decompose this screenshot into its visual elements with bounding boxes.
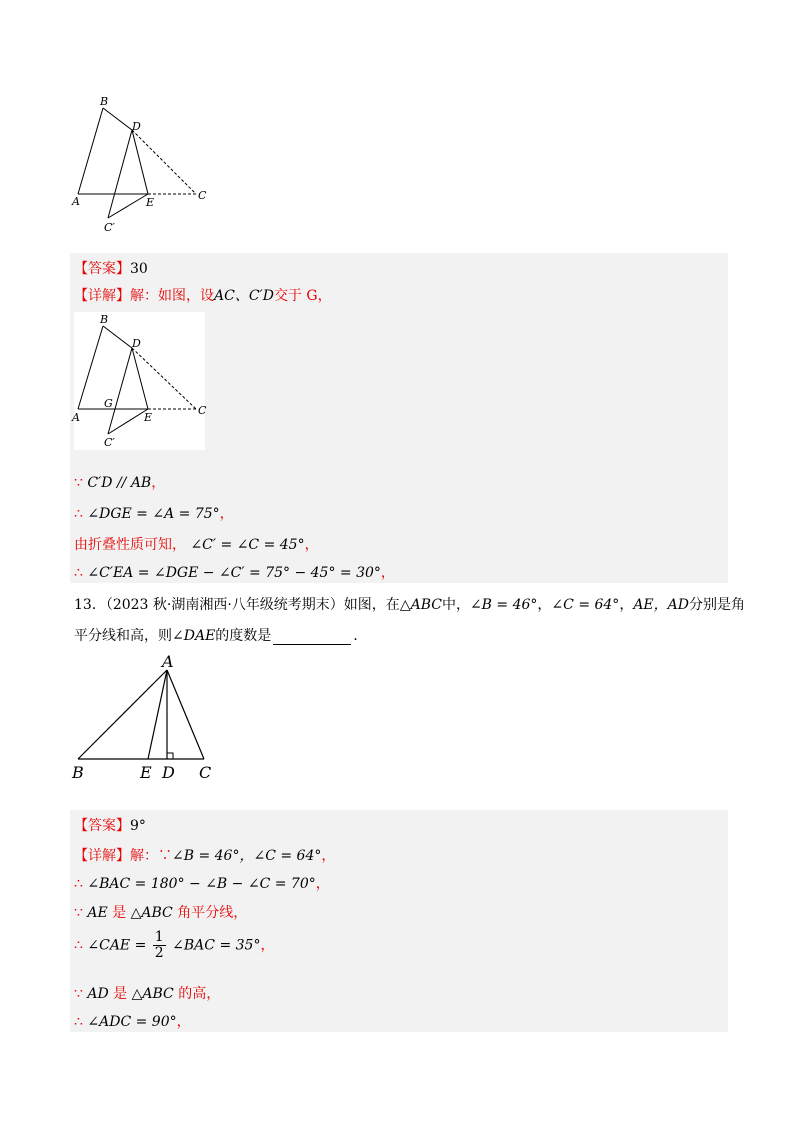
answer-tag: 【答案】 xyxy=(74,261,130,277)
detail-line-1 xyxy=(74,285,332,305)
detail-intro: 解：如图，设 xyxy=(130,288,214,304)
question-text: 中， xyxy=(441,597,470,613)
question-text: 的度数是 xyxy=(215,628,272,644)
step2-1 xyxy=(74,873,330,893)
step2-2 xyxy=(74,902,247,922)
step-math: C′D // AB xyxy=(87,475,152,491)
step-math: ∠DGE = ∠A = 75° xyxy=(87,506,220,522)
segment-ad: AD xyxy=(87,986,109,1002)
step-tail: 角平分线， xyxy=(177,905,248,921)
question-text: ， xyxy=(537,597,552,613)
detail-tag: 【详解】 xyxy=(74,288,130,304)
question-text: ， xyxy=(619,597,634,613)
therefore-symbol: ∴ xyxy=(74,937,83,954)
label-A: A xyxy=(72,195,80,208)
figure-fold-triangle-with-g xyxy=(68,312,218,452)
step-lhs: ∠CAE = xyxy=(87,937,147,954)
label-E: E xyxy=(140,763,152,782)
question-source: （2023 秋·湖南湘西·八年级统考期末）如图，在 xyxy=(105,597,400,613)
triangle-abc: △ABC xyxy=(131,986,174,1002)
triangle-abc: △ABC xyxy=(399,597,442,613)
label-D: D xyxy=(132,337,141,350)
label-C-prime: C′ xyxy=(104,221,115,234)
step-rhs: ∠BAC = 35° xyxy=(172,937,261,954)
step-prefix: 由折叠性质可知， xyxy=(74,537,186,553)
question-text: . xyxy=(353,628,358,644)
question-13-line-2 xyxy=(74,625,358,645)
fraction-denominator: 2 xyxy=(154,945,164,961)
step-math: ∠C′ = ∠C = 45° xyxy=(190,537,305,553)
answer-blank[interactable] xyxy=(273,630,351,645)
label-C: C xyxy=(199,763,212,782)
answer-value: 30 xyxy=(130,261,148,277)
answer-tag: 【答案】 xyxy=(74,818,130,834)
figure-fold-triangle xyxy=(68,90,218,240)
step-math: ∠ADC = 90° xyxy=(87,1014,177,1030)
step-tail: ， xyxy=(315,876,330,892)
label-D: D xyxy=(132,120,141,133)
step-4 xyxy=(74,562,395,582)
step-tail: ， xyxy=(304,537,319,553)
label-C: C xyxy=(198,404,207,417)
detail-tag: 【详解】 xyxy=(74,848,130,864)
label-B: B xyxy=(100,95,109,108)
step-tail: ， xyxy=(321,848,336,864)
step-tail: 的高， xyxy=(178,986,221,1002)
angle-c: ∠C = 64° xyxy=(551,597,620,613)
figure-triangle-abc xyxy=(66,650,226,785)
step-tail: ， xyxy=(260,937,275,954)
step-3 xyxy=(74,534,319,554)
detail-line-2 xyxy=(74,845,335,865)
step-text: 是 xyxy=(113,986,128,1002)
question-text: 平分线和高，则 xyxy=(74,628,172,644)
question-text: 分别是角 xyxy=(688,597,745,613)
detail-intro: 解： xyxy=(130,848,158,864)
angle-dae: ∠DAE xyxy=(172,628,216,644)
step-math: ∠C′EA = ∠DGE − ∠C′ = 75° − 45° = 30° xyxy=(87,565,381,581)
because-symbol: ∵ xyxy=(158,848,172,864)
question-number: 13． xyxy=(74,597,106,613)
label-B: B xyxy=(72,763,84,782)
question-13-line-1 xyxy=(74,594,745,614)
step-math: ∠B = 46°，∠C = 64° xyxy=(172,848,322,864)
triangle-abc: △ABC xyxy=(130,905,173,921)
because-symbol: ∵ xyxy=(74,986,83,1002)
fraction-one-half xyxy=(153,930,166,961)
label-E: E xyxy=(146,196,155,209)
step-tail: ， xyxy=(151,475,166,491)
step2-4 xyxy=(74,983,220,1003)
answer-line-2 xyxy=(74,815,146,835)
step2-3 xyxy=(74,930,274,961)
step-tail: ， xyxy=(380,565,395,581)
detail-tail: 交于 G， xyxy=(273,288,332,304)
step-tail: ， xyxy=(219,506,234,522)
label-A: A xyxy=(72,411,80,424)
step2-5 xyxy=(74,1011,191,1031)
segments-ae-ad: AE，AD xyxy=(633,597,689,613)
fraction-numerator: 1 xyxy=(154,929,164,945)
because-symbol: ∵ xyxy=(74,475,83,491)
label-D: D xyxy=(162,763,175,782)
label-A: A xyxy=(162,652,174,671)
therefore-symbol: ∴ xyxy=(74,506,83,522)
therefore-symbol: ∴ xyxy=(74,1014,83,1030)
segment-ae: AE xyxy=(87,905,108,921)
therefore-symbol: ∴ xyxy=(74,876,83,892)
label-E: E xyxy=(144,411,153,424)
step-math: ∠BAC = 180° − ∠B − ∠C = 70° xyxy=(87,876,316,892)
label-C-prime: C′ xyxy=(104,436,115,449)
step-text: 是 xyxy=(112,905,127,921)
step-2 xyxy=(74,503,234,523)
label-G: G xyxy=(104,397,113,410)
angle-b: ∠B = 46° xyxy=(469,597,538,613)
therefore-symbol: ∴ xyxy=(74,565,83,581)
detail-segments: AC、C′D xyxy=(214,288,274,304)
answer-line-1 xyxy=(74,258,148,278)
because-symbol: ∵ xyxy=(74,905,83,921)
label-C: C xyxy=(198,189,207,202)
answer-value: 9° xyxy=(130,818,146,834)
label-B: B xyxy=(100,313,109,326)
step-1 xyxy=(74,472,165,492)
step-tail: ， xyxy=(176,1014,191,1030)
